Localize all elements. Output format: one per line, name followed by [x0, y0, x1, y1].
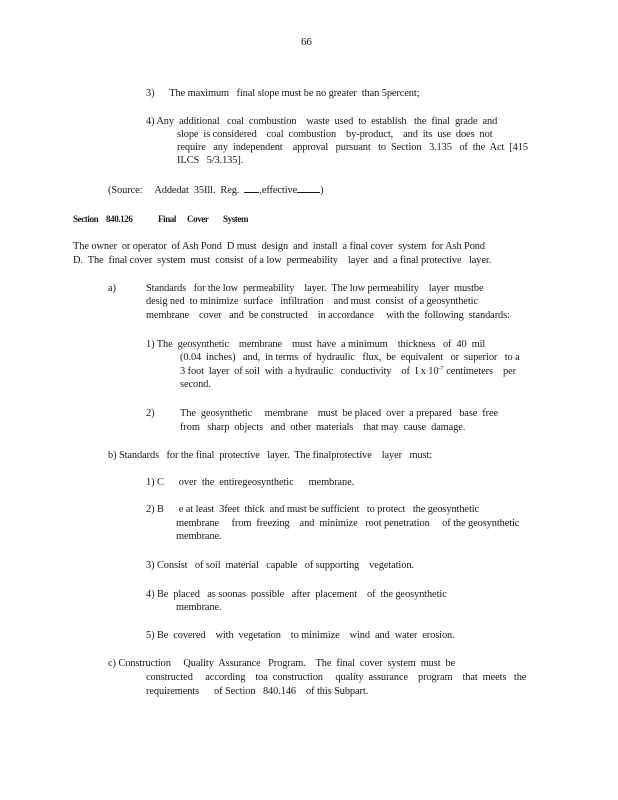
a2-line-2: from sharp objects and other materials that may cause damage. — [180, 422, 466, 433]
subsection-c-line-2: constructed according toa construction quality assurance program that meets the — [146, 672, 527, 683]
source-note — [108, 183, 323, 197]
source-note-suffix: ) — [320, 185, 324, 196]
intro-line-2: D. The final cover system must consist of a low permeability layer and a final protective layer. — [73, 255, 492, 266]
b2-line-2: membrane from freezing and minimize root penetration of the geosynthetic — [176, 518, 520, 529]
section-heading-section: Section — [73, 214, 99, 224]
item-4-line-1: 4) Any additional coal combustion waste used to establish the final grade and — [146, 116, 498, 127]
section-heading-number: 840.126 — [106, 214, 133, 224]
item-4-line-4: ILCS 5/3.135]. — [177, 155, 244, 166]
b4-line-1: 4) Be placed as soonas possible after placement of the geosynthetic — [146, 589, 447, 600]
subsection-c-line-3: requirements of Section 840.146 of this Subpart. — [146, 686, 369, 697]
a1-line-3-text: 3 foot layer of soil with a hydraulic conductivity of I x 10 — [180, 366, 439, 377]
item-4-line-3: require any independent approval pursuant to Section 3.135 of the Act [415 — [177, 142, 528, 153]
source-note-blank-2 — [297, 183, 320, 193]
subsection-a-line-2: desig ned to minimize surface infiltration and must consist of a geosynthetic — [146, 296, 478, 307]
subsection-a-label: a) — [108, 283, 116, 294]
b3-text: 3) Consist of soil material capable of supporting vegetation. — [146, 560, 414, 571]
a2-line-1: The geosynthetic membrane must be placed over a prepared base free — [180, 408, 499, 419]
a1-line-3-tail: centimeters per — [443, 366, 516, 377]
source-note-middle: ,effective — [259, 185, 298, 196]
a1-line-4: second. — [180, 379, 211, 390]
subsection-c-line-1: c) Construction Quality Assurance Program. The final cover system must be — [108, 658, 456, 669]
a2-label: 2) — [146, 408, 155, 419]
item-3-text: 3) The maximum final slope must be no greater than 5percent; — [146, 88, 420, 99]
a1-line-2: (0.04 inches) and, in terms of hydraulic flux, be equivalent or superior to a — [180, 352, 520, 363]
page-number: 66 — [301, 36, 312, 48]
b2-line-3: membrane. — [176, 531, 222, 542]
b5-text: 5) Be covered with vegetation to minimize wind and water erosion. — [146, 630, 455, 641]
b2-line-1: 2) B e at least 3feet thick and must be sufficient to protect the geosynthetic — [146, 504, 480, 515]
b4-line-2: membrane. — [176, 602, 222, 613]
item-4-line-2: slope is considered coal combustion by-product, and its use does not — [177, 129, 493, 140]
subsection-a-line-1: Standards for the low permeability layer. The low permeability layer mustbe — [146, 283, 484, 294]
a1-line-3 — [180, 365, 516, 378]
subsection-b-line-1: b) Standards for the final protective layer. The finalprotective layer must: — [108, 450, 433, 461]
section-heading-word-3: System — [223, 214, 249, 224]
intro-line-1: The owner or operator of Ash Pond D must design and install a final cover system for Ash Pond — [73, 241, 486, 252]
a1-exponent: -7 — [438, 365, 444, 372]
section-heading-word-2: Cover — [187, 214, 209, 224]
source-note-blank-1 — [244, 183, 259, 193]
a1-line-1: 1) The geosynthetic membrane must have a minimum thickness of 40 mil — [146, 339, 486, 350]
source-note-prefix: (Source: Addedat 35Ill. Reg. — [108, 185, 245, 196]
subsection-a-line-3: membrane cover and be constructed in accordance with the following standards: — [146, 310, 510, 321]
section-heading-word-1: Final — [158, 214, 177, 224]
b1-text: 1) C over the entiregeosynthetic membrane. — [146, 477, 355, 488]
